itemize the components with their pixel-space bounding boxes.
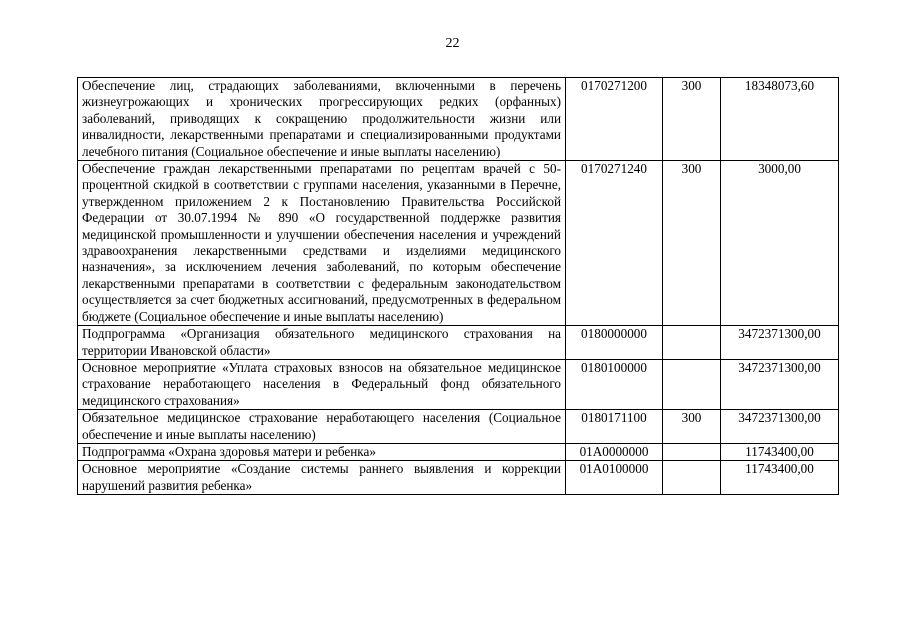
table-row — [78, 461, 839, 495]
item-name-cell: Основное мероприятие «Уплата страховых взносов на обязательное медицинское страхование неработающего населения в Федеральный фонд обязательного медицинского страхования» — [78, 359, 566, 409]
target-code-cell: 0180000000 — [566, 326, 663, 360]
expense-type-cell: 300 — [663, 161, 721, 326]
expense-type-cell: 300 — [663, 410, 721, 444]
table-row — [78, 161, 839, 326]
target-code-cell: 0170271240 — [566, 161, 663, 326]
item-name-cell: Обязательное медицинское страхование неработающего населения (Социальное обеспечение и иные выплаты населению) — [78, 410, 566, 444]
target-code-cell: 01А0000000 — [566, 443, 663, 460]
target-code-cell: 01А0100000 — [566, 461, 663, 495]
item-name-cell: Подпрограмма «Охрана здоровья матери и ребенка» — [78, 443, 566, 460]
expense-type-cell — [663, 443, 721, 460]
item-name-cell: Подпрограмма «Организация обязательного медицинского страхования на территории Ивановской области» — [78, 326, 566, 360]
amount-cell: 11743400,00 — [721, 443, 839, 460]
amount-cell: 11743400,00 — [721, 461, 839, 495]
page-number: 22 — [445, 36, 460, 51]
target-code-cell: 0180171100 — [566, 410, 663, 444]
item-name-cell: Обеспечение граждан лекарственными препаратами по рецептам врачей с 50-процентной скидкой в соответствии с группами населения, указанными в Перечне, утвержденном приложением 2 к Постановлению Правительства Российской Федерации от 30.07.1994 № 890 «О государственной поддержке развития медицинской промышленности и улучшении обеспечения населения и учреждений здравоохранения лекарственными средствами и изделиями медицинского назначения», за исключением лечения заболеваний, по которым обеспечение лекарственными препаратами в соответствии с федеральным законодательством осуществляется за счет бюджетных ассигнований, предусмотренных в федеральном бюджете (Социальное обеспечение и иные выплаты населению) — [78, 161, 566, 326]
expense-type-cell: 300 — [663, 78, 721, 161]
amount-cell: 3000,00 — [721, 161, 839, 326]
amount-cell: 3472371300,00 — [721, 359, 839, 409]
amount-cell: 3472371300,00 — [721, 326, 839, 360]
table-row — [78, 78, 839, 161]
amount-cell: 3472371300,00 — [721, 410, 839, 444]
table-row — [78, 410, 839, 444]
expense-type-cell — [663, 359, 721, 409]
budget-table — [77, 77, 839, 495]
expense-type-cell — [663, 326, 721, 360]
expense-type-cell — [663, 461, 721, 495]
target-code-cell: 0170271200 — [566, 78, 663, 161]
target-code-cell: 0180100000 — [566, 359, 663, 409]
item-name-cell: Основное мероприятие «Создание системы раннего выявления и коррекции нарушений развития ребенка» — [78, 461, 566, 495]
item-name-cell: Обеспечение лиц, страдающих заболеваниями, включенными в перечень жизнеугрожающих и хронических прогрессирующих редких (орфанных) заболеваний, приводящих к сокращению продолжительности жизни или инвалидности, лекарственными препаратами и специализированными продуктами лечебного питания (Социальное обеспечение и иные выплаты населению) — [78, 78, 566, 161]
table-row — [78, 443, 839, 460]
table-row — [78, 326, 839, 360]
table-row — [78, 359, 839, 409]
amount-cell: 18348073,60 — [721, 78, 839, 161]
